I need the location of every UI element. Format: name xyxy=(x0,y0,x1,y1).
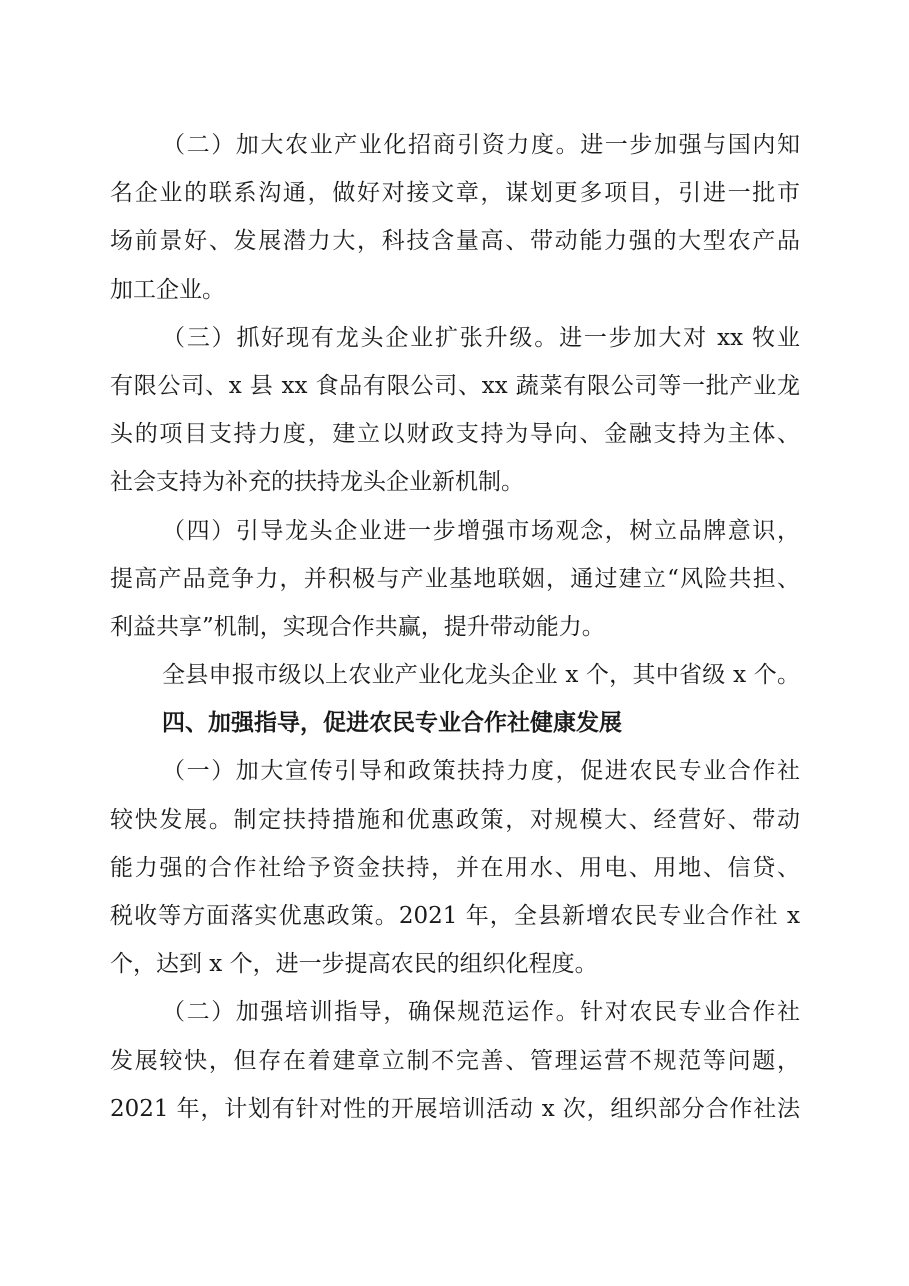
paragraph-line: 社会支持为补充的扶持龙头企业新机制。 xyxy=(110,469,524,496)
paragraph-line: 全县申报市级以上农业产业化龙头企业 x 个，其中省级 x 个。 xyxy=(162,662,800,689)
paragraph-line: 2021 年，计划有针对性的开展培训活动 x 次，组织部分合作社法 xyxy=(110,1095,800,1122)
paragraph-line: （二）加大农业产业化招商引资力度。进一步加强与国内知 xyxy=(162,132,800,158)
paragraph-line: 税收等方面落实优惠政策。2021 年，全县新增农民专业合作社 x xyxy=(110,903,800,929)
paragraph-line: 能力强的合作社给予资金扶持，并在用水、用电、用地、信贷、 xyxy=(110,854,800,881)
paragraph-line: （一）加大宣传引导和政策扶持力度，促进农民专业合作社 xyxy=(162,758,800,785)
paragraph-line: 有限公司、x 县 xx 食品有限公司、xx 蔬菜有限公司等一批产业龙 xyxy=(110,372,800,399)
paragraph-line: （二）加强培训指导，确保规范运作。针对农民专业合作社 xyxy=(162,999,800,1026)
paragraph-line: 加工企业。 xyxy=(110,276,225,303)
paragraph-line: 名企业的联系沟通，做好对接文章，谋划更多项目，引进一批市 xyxy=(110,180,800,207)
paragraph-line: （四）引导龙头企业进一步增强市场观念，树立品牌意识， xyxy=(162,517,800,544)
paragraph-line: 头的项目支持力度，建立以财政支持为导向、金融支持为主体、 xyxy=(110,421,800,448)
paragraph-line: 较快发展。制定扶持措施和优惠政策，对规模大、经营好、带动 xyxy=(110,806,800,833)
section-heading: 四、加强指导，促进农民专业合作社健康发展 xyxy=(162,710,622,737)
paragraph-line: （三）抓好现有龙头企业扩张升级。进一步加大对 xx 牧业 xyxy=(162,324,800,351)
document-body xyxy=(110,121,800,1133)
paragraph-line: 发展较快，但存在着建章立制不完善、管理运营不规范等问题， xyxy=(110,1047,800,1074)
paragraph-line: 场前景好、发展潜力大，科技含量高、带动能力强的大型农产品 xyxy=(110,228,800,255)
paragraph-line: 利益共享”机制，实现合作共赢，提升带动能力。 xyxy=(110,613,605,640)
paragraph-line: 个，达到 x 个，进一步提高农民的组织化程度。 xyxy=(110,951,598,978)
paragraph-line: 提高产品竞争力，并积极与产业基地联姻，通过建立“风险共担、 xyxy=(110,565,800,592)
